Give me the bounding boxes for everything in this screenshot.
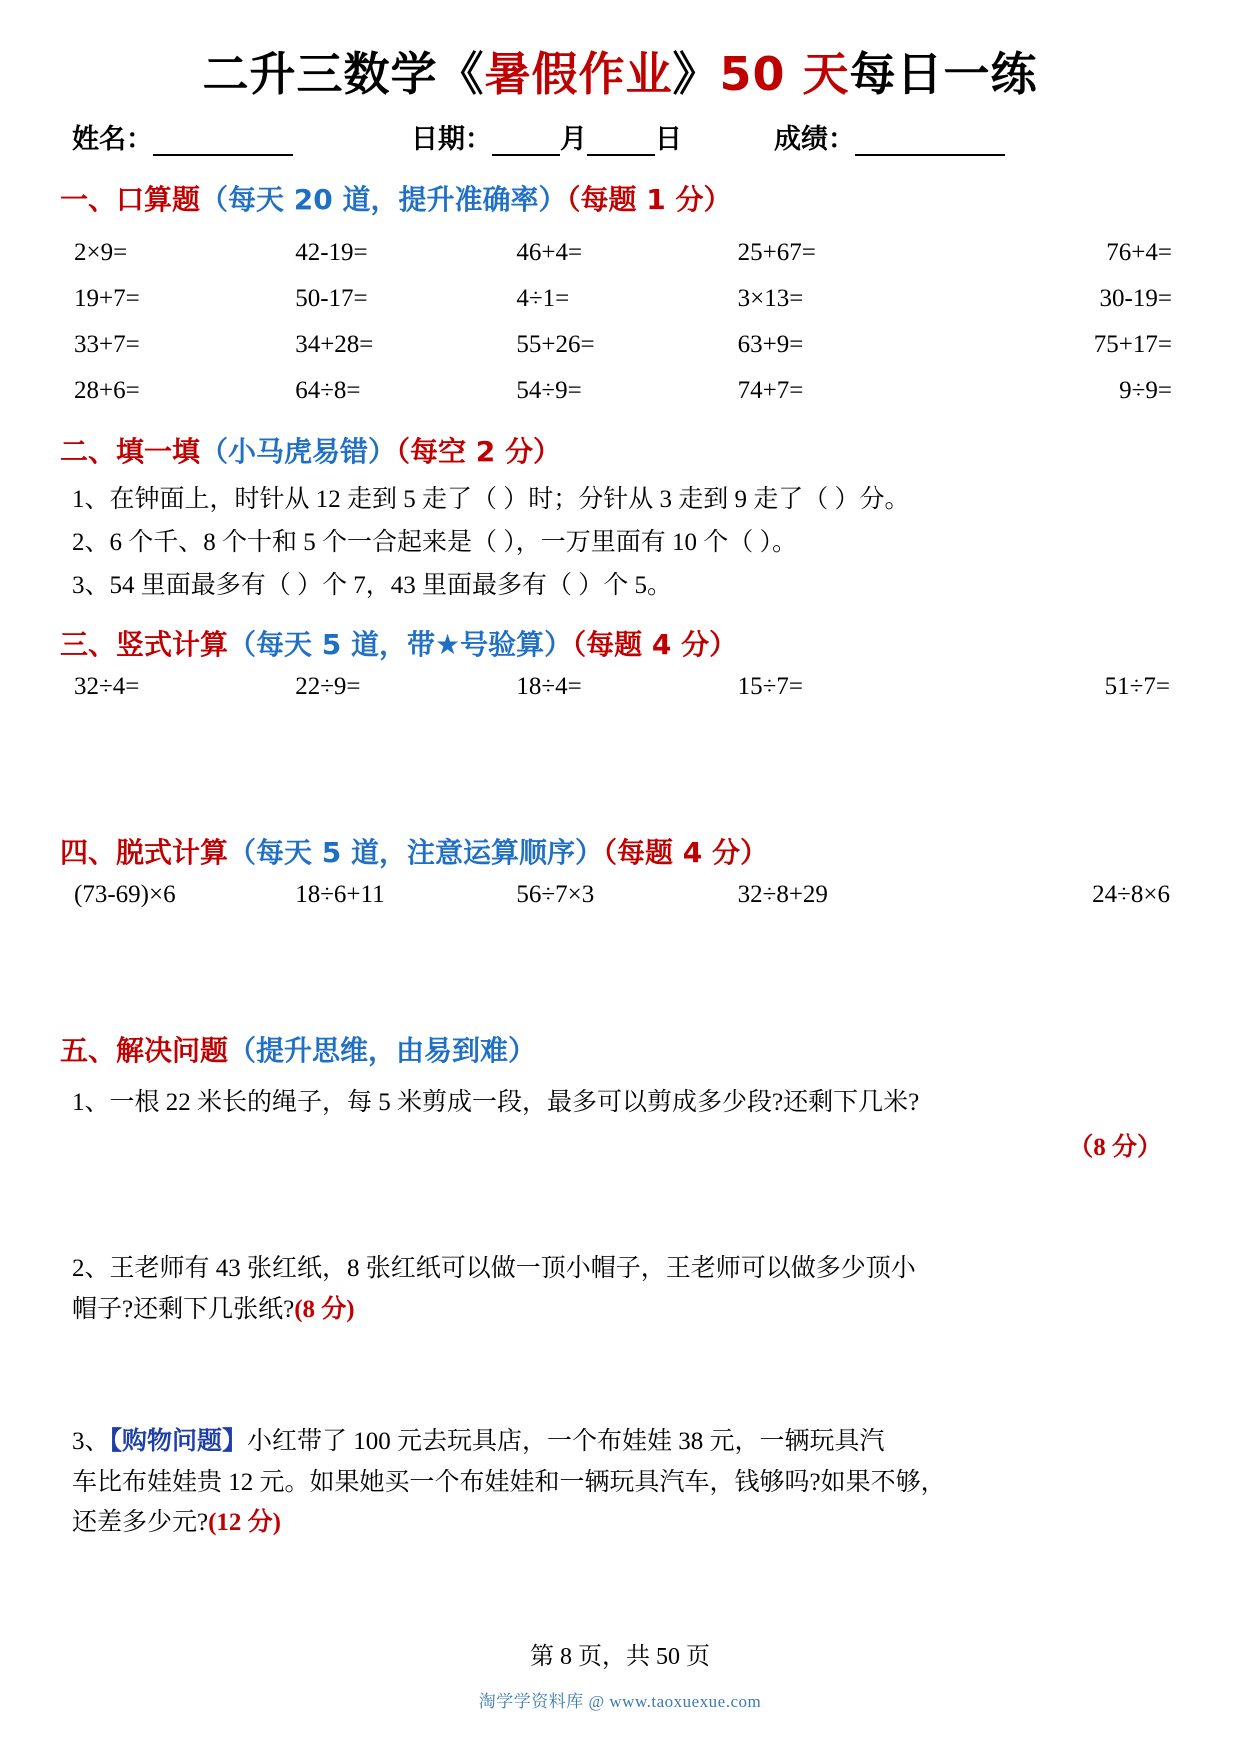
vertical-calc-row — [60, 673, 1180, 701]
month-label: 月 — [560, 123, 587, 155]
page-number — [60, 1636, 1180, 1671]
oral-problem: 63+9= — [737, 330, 804, 358]
oral-problem: 74+7= — [737, 376, 804, 404]
score-field[interactable] — [855, 132, 1005, 156]
step-calc-problem: 24÷8×6 — [1092, 880, 1170, 908]
section-2-subtitle: （小马虎易错） — [200, 434, 397, 468]
fill-in-blank-item: 2、6 个千、8 个十和 5 个一合起来是（ ），一万里面有 10 个（ ）。 — [72, 528, 798, 556]
vertical-calc-workspace[interactable] — [60, 701, 1180, 831]
oral-problem: 76+4= — [1106, 238, 1172, 266]
section-2-points: （每空 2 分） — [396, 434, 562, 468]
section-5-heading — [60, 1029, 1180, 1069]
section-5-subtitle: （提升思维，由易到难） — [228, 1033, 537, 1067]
title-part-4-red: 50 天 — [719, 47, 850, 101]
word-problem-3-number: 3、 — [72, 1428, 110, 1456]
oral-problem: 34+28= — [295, 330, 374, 358]
oral-problem: 75+17= — [1093, 330, 1172, 358]
title-part-5: 每日一练 — [849, 47, 1038, 101]
word-problem-2 — [60, 1249, 1180, 1330]
title-part-2-red: 暑假作业 — [484, 47, 673, 101]
word-problem-1-score: （8 分） — [1068, 1134, 1162, 1162]
section-4-heading — [60, 831, 1180, 871]
oral-problem: 46+4= — [516, 238, 583, 266]
section-4-points: （每题 4 分） — [603, 835, 768, 869]
section-2-title: 二、填一填 — [60, 434, 201, 468]
oral-problem: 42-19= — [295, 238, 368, 266]
title-part-1: 二升三数学《 — [202, 47, 485, 101]
word-problem-2-line-2-text: 帽子?还剩下几张纸? — [72, 1295, 295, 1323]
word-problem-3-score: (12 分) — [208, 1509, 282, 1537]
word-problem-3-line-3-text: 还差多少元? — [72, 1509, 209, 1537]
section-1-points: （每题 1 分） — [566, 182, 732, 216]
watermark-text: 淘学学资料库 @ www.taoxuexue.com — [478, 1691, 762, 1711]
oral-problem: 50-17= — [295, 284, 368, 312]
oral-problem: 28+6= — [74, 376, 140, 404]
step-calc-problem: 56÷7×3 — [516, 880, 595, 908]
name-field[interactable] — [153, 132, 293, 156]
section-3-subtitle: （每天 5 道，带★号验算） — [228, 627, 573, 661]
section-4-subtitle: （每天 5 道，注意运算顺序） — [228, 835, 603, 869]
word-problem-2-score: (8 分) — [294, 1295, 355, 1323]
vertical-calc-problem: 51÷7= — [1104, 672, 1170, 700]
vertical-calc-problem: 15÷7= — [737, 672, 803, 700]
oral-problem: 2×9= — [74, 238, 128, 266]
word-problem-3-line-3 — [72, 1503, 1180, 1544]
word-problem-3-line-1-rest: 小红带了 100 元去玩具店，一个布娃娃 38 元，一辆玩具汽 — [247, 1428, 885, 1456]
word-problem-3-line-2: 车比布娃娃贵 12 元。如果她买一个布娃娃和一辆玩具汽车，钱够吗?如果不够， — [72, 1468, 946, 1496]
word-problem-2-line-2 — [72, 1290, 1180, 1331]
section-1-title: 一、口算题 — [60, 182, 201, 216]
vertical-calc-problem: 18÷4= — [516, 672, 582, 700]
oral-problem: 64÷8= — [295, 376, 361, 404]
step-calc-row — [60, 881, 1180, 909]
word-problem-1-workspace[interactable] — [60, 1163, 1180, 1249]
section-3-heading — [60, 623, 1180, 663]
word-problem-3-tag: 【购物问题】 — [109, 1428, 248, 1456]
word-problem-2-line-1: 2、王老师有 43 张红纸，8 张红纸可以做一顶小帽子，王老师可以做多少顶小 — [72, 1255, 916, 1283]
section-5-title: 五、解决问题 — [60, 1033, 229, 1067]
oral-problem: 54÷9= — [516, 376, 582, 404]
day-field[interactable] — [587, 132, 655, 156]
oral-problem: 55+26= — [516, 330, 595, 358]
word-problem-2-workspace[interactable] — [60, 1330, 1180, 1422]
page-title — [60, 48, 1180, 101]
step-calc-workspace[interactable] — [60, 909, 1180, 1029]
day-label: 日 — [655, 123, 682, 155]
fill-in-blank-item: 3、54 里面最多有（ ）个 7，43 里面最多有（ ）个 5。 — [72, 571, 673, 599]
section-2-heading — [60, 430, 1180, 470]
section-1-heading — [60, 178, 1180, 218]
student-meta-row — [60, 117, 1180, 156]
oral-problem: 3×13= — [737, 284, 804, 312]
fill-in-blank-item: 1、在钟面上，时针从 12 走到 5 走了（ ）时；分针从 3 走到 9 走了（ ）分。 — [72, 485, 910, 513]
step-calc-problem: (73-69)×6 — [74, 880, 176, 908]
section-4-title: 四、脱式计算 — [60, 835, 229, 869]
watermark — [60, 1687, 1180, 1712]
oral-problem: 25+67= — [737, 238, 816, 266]
name-label: 姓名： — [72, 123, 153, 155]
vertical-calc-problem: 22÷9= — [295, 672, 361, 700]
word-problem-1-text: 1、一根 22 米长的绳子，每 5 米剪成一段，最多可以剪成多少段?还剩下几米? — [72, 1088, 920, 1116]
word-problem-3 — [60, 1422, 1180, 1544]
word-problem-3-line-1 — [72, 1422, 1180, 1463]
page-number-text: 第 8 页，共 50 页 — [530, 1643, 710, 1670]
score-label: 成绩： — [774, 123, 855, 155]
section-3-title: 三、竖式计算 — [60, 627, 229, 661]
oral-problem: 33+7= — [74, 330, 140, 358]
month-field[interactable] — [492, 132, 560, 156]
section-1-subtitle: （每天 20 道，提升准确率） — [200, 182, 567, 216]
title-part-3: 》 — [672, 47, 720, 101]
oral-math-grid — [60, 230, 1180, 414]
oral-problem: 19+7= — [74, 284, 140, 312]
oral-problem: 30-19= — [1099, 284, 1172, 312]
section-3-points: （每题 4 分） — [572, 627, 738, 661]
oral-problem: 9÷9= — [1119, 376, 1172, 404]
date-label: 日期： — [411, 123, 492, 155]
step-calc-problem: 18÷6+11 — [295, 880, 385, 908]
fill-in-blank-list — [60, 478, 1180, 607]
oral-problem: 4÷1= — [516, 284, 570, 312]
word-problem-1 — [60, 1083, 1180, 1124]
vertical-calc-problem: 32÷4= — [74, 672, 140, 700]
step-calc-problem: 32÷8+29 — [737, 880, 828, 908]
